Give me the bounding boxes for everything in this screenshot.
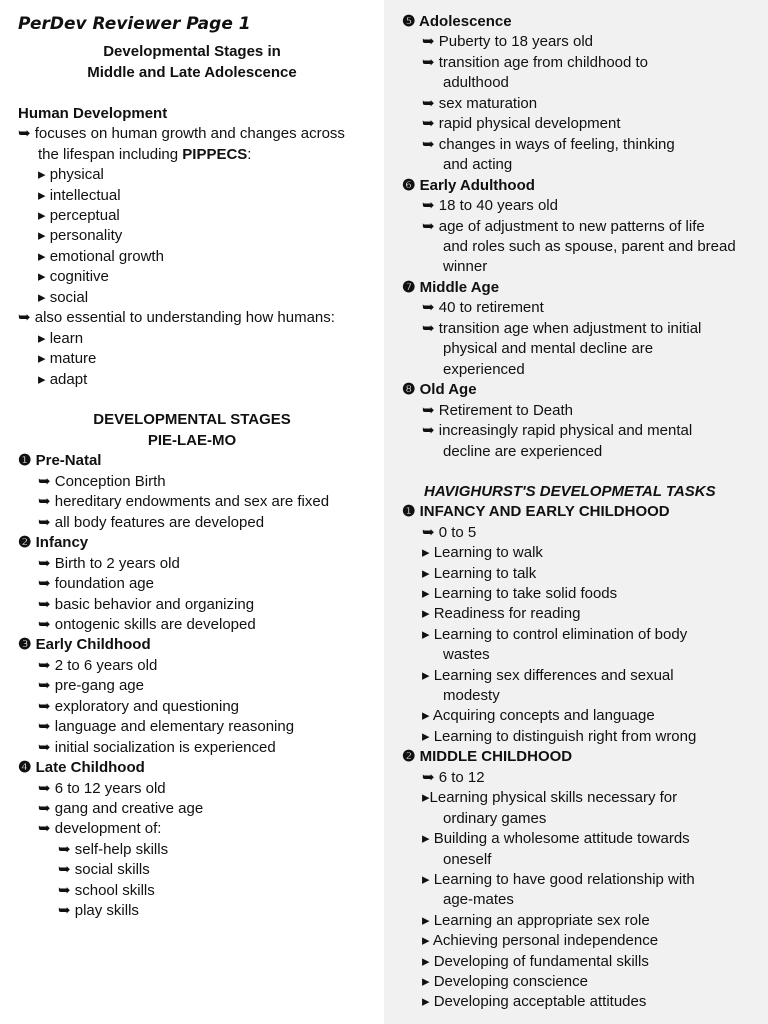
right-column <box>384 0 768 1024</box>
stage-item: ➥ basic behavior and organizing <box>38 596 255 613</box>
document-heading-line1: Developmental Stages in <box>103 43 281 60</box>
task-item: ▸ Developing acceptable attitudes <box>422 993 647 1010</box>
stage-item: ➥ ontogenic skills are developed <box>38 616 256 633</box>
task-item: ▸Learning physical skills necessary for <box>422 789 678 806</box>
human-development-focus-cont: the lifespan including PIPPECS: <box>38 146 252 163</box>
stage-item-cont: and acting <box>443 156 513 173</box>
page-title: PerDev Reviewer Page 1 <box>18 14 251 34</box>
pippecs-item: ▸ perceptual <box>38 207 120 224</box>
task-group-heading: ❷ MIDDLE CHILDHOOD <box>402 748 573 765</box>
human-development-focus: ➥ focuses on human growth and changes across <box>18 125 345 142</box>
stage-item: ➥ language and elementary reasoning <box>38 718 295 735</box>
task-item-cont: wastes <box>443 646 490 663</box>
stage-item: ➥ age of adjustment to new patterns of life <box>422 218 705 235</box>
developmental-stages-acronym: PIE-LAE-MO <box>147 432 237 449</box>
stage-item-cont: decline are experienced <box>443 443 603 460</box>
essential-item: ▸ mature <box>38 350 97 367</box>
stage-item: ➥ gang and creative age <box>38 800 204 817</box>
stage-item: ➥ transition age when adjustment to initial <box>422 320 702 337</box>
pippecs-item: ▸ intellectual <box>38 187 121 204</box>
stage-item: ➥ Conception Birth <box>38 473 166 490</box>
pippecs-item: ▸ personality <box>38 227 123 244</box>
skill-item: ➥ school skills <box>58 882 155 899</box>
task-item: ➥ 0 to 5 <box>422 524 477 541</box>
task-item: ▸ Learning sex differences and sexual <box>422 667 674 684</box>
skill-item: ➥ play skills <box>58 902 139 919</box>
task-item: ▸ Learning to control elimination of body <box>422 626 688 643</box>
stage-item: ➥ development of: <box>38 820 162 837</box>
task-item: ▸ Developing conscience <box>422 973 588 990</box>
stage-heading: ❶ Pre-Natal <box>18 452 102 469</box>
pippecs-item: ▸ cognitive <box>38 268 109 285</box>
stage-heading: ❹ Late Childhood <box>18 759 145 776</box>
stage-heading: ❼ Middle Age <box>402 279 500 296</box>
task-item-cont: oneself <box>443 851 492 868</box>
essential-item: ▸ learn <box>38 330 84 347</box>
stage-item: ➥ sex maturation <box>422 95 538 112</box>
essential-item: ▸ adapt <box>38 371 88 388</box>
task-item: ▸ Learning an appropriate sex role <box>422 912 650 929</box>
stage-item: ➥ initial socialization is experienced <box>38 739 276 756</box>
stage-item: ➥ 18 to 40 years old <box>422 197 558 214</box>
task-item: ▸ Achieving personal independence <box>422 932 659 949</box>
task-item: ▸ Learning to talk <box>422 565 537 582</box>
stage-heading: ❻ Early Adulthood <box>402 177 535 194</box>
task-item: ▸ Learning to take solid foods <box>422 585 618 602</box>
task-item: ▸ Learning to distinguish right from wrong <box>422 728 697 745</box>
task-item: ▸ Readiness for reading <box>422 605 581 622</box>
task-item-cont: age-mates <box>443 891 514 908</box>
task-item: ➥ 6 to 12 <box>422 769 485 786</box>
stage-heading: ❽ Old Age <box>402 381 477 398</box>
stage-item-cont: and roles such as spouse, parent and bread <box>443 238 736 255</box>
human-development-heading: Human Development <box>18 105 168 122</box>
stage-item: ➥ hereditary endowments and sex are fixed <box>38 493 330 510</box>
task-item-cont: modesty <box>443 687 500 704</box>
stage-item: ➥ pre-gang age <box>38 677 144 694</box>
stage-item: ➥ rapid physical development <box>422 115 621 132</box>
task-item: ▸ Learning to have good relationship with <box>422 871 695 888</box>
human-development-essential: ➥ also essential to understanding how humans: <box>18 309 335 326</box>
task-item-cont: ordinary games <box>443 810 547 827</box>
pippecs-item: ▸ social <box>38 289 89 306</box>
stage-item: ➥ Birth to 2 years old <box>38 555 180 572</box>
developmental-stages-heading: DEVELOPMENTAL STAGES <box>93 411 291 428</box>
stage-item-cont: physical and mental decline are <box>443 340 654 357</box>
stage-item: ➥ foundation age <box>38 575 154 592</box>
skill-item: ➥ social skills <box>58 861 150 878</box>
stage-item: ➥ 40 to retirement <box>422 299 544 316</box>
pippecs-item: ▸ physical <box>38 166 104 183</box>
stage-item: ➥ all body features are developed <box>38 514 265 531</box>
task-item: ▸ Acquiring concepts and language <box>422 707 655 724</box>
stage-item-cont: experienced <box>443 361 525 378</box>
stage-heading: ❷ Infancy <box>18 534 89 551</box>
stage-item: ➥ 6 to 12 years old <box>38 780 166 797</box>
stage-item-cont: winner <box>443 258 488 275</box>
stage-item: ➥ exploratory and questioning <box>38 698 240 715</box>
task-group-heading: ❶ INFANCY AND EARLY CHILDHOOD <box>402 503 670 520</box>
stage-item: ➥ 2 to 6 years old <box>38 657 158 674</box>
stage-item: ➥ Retirement to Death <box>422 402 573 419</box>
skill-item: ➥ self-help skills <box>58 841 169 858</box>
stage-item: ➥ changes in ways of feeling, thinking <box>422 136 675 153</box>
stage-heading: ❺ Adolescence <box>402 13 512 30</box>
document-heading-line2: Middle and Late Adolescence <box>87 64 297 81</box>
stage-heading: ❸ Early Childhood <box>18 636 151 653</box>
stage-item: ➥ Puberty to 18 years old <box>422 33 593 50</box>
task-item: ▸ Learning to walk <box>422 544 543 561</box>
task-item: ▸ Building a wholesome attitude towards <box>422 830 690 847</box>
task-item: ▸ Developing of fundamental skills <box>422 953 649 970</box>
stage-item: ➥ increasingly rapid physical and mental <box>422 422 693 439</box>
pippecs-item: ▸ emotional growth <box>38 248 164 265</box>
stage-item: ➥ transition age from childhood to <box>422 54 649 71</box>
havighurst-tasks-heading: HAVIGHURST'S DEVELOPMETAL TASKS <box>424 483 716 500</box>
stage-item-cont: adulthood <box>443 74 509 91</box>
